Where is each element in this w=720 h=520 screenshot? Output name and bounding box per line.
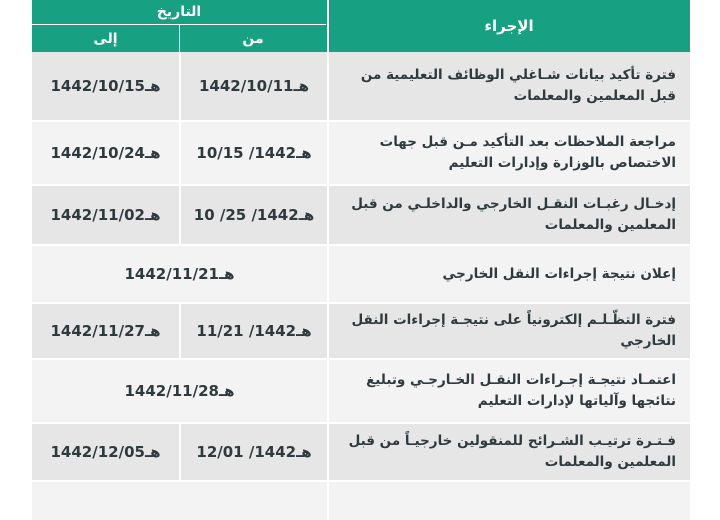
column-divider: [179, 52, 181, 120]
table-row: [32, 304, 690, 358]
table-row: [32, 52, 690, 120]
column-divider: [327, 186, 329, 244]
row-procedure: مراجعة الملاحظات بعد التأكيد مـن قبل جهات الاختصاص بالوزارة وإدارات التعليم: [379, 134, 676, 171]
table-row: [32, 122, 690, 184]
table-header: [32, 0, 690, 52]
column-divider: [327, 482, 329, 520]
row-from-date: 1442/10/11هـ: [199, 77, 309, 95]
row-to-date: 1442/11/27هـ: [50, 322, 161, 340]
table-row: [32, 360, 690, 422]
row-single-date: 1442/11/28هـ: [124, 382, 235, 400]
column-divider: [327, 246, 329, 302]
column-divider: [179, 424, 181, 480]
row-procedure: اعتمـاد نتيجـة إجـراءات النقـل الخـارجـي وتبليغ نتائجها وآلياتها لإدارات التعليم: [366, 372, 676, 409]
column-divider: [327, 360, 329, 422]
row-to-date: 1442/12/05هـ: [50, 443, 161, 461]
row-to-date: 1442/10/24هـ: [50, 144, 161, 162]
table-row: [32, 424, 690, 480]
column-divider: [327, 304, 329, 358]
header-from: من: [242, 30, 264, 47]
column-divider: [327, 122, 329, 184]
header-date: التاريخ: [32, 0, 326, 25]
column-divider: [327, 52, 329, 120]
header-procedure: الإجراء: [484, 17, 534, 35]
row-to-date: 1442/10/15هـ: [50, 77, 161, 95]
row-single-date: 1442/11/21هـ: [124, 265, 235, 283]
row-procedure: إعلان نتيجة إجراءات النقل الخارجي: [442, 265, 676, 282]
row-procedure: فترة تأكيد بيانات شـاغلي الوظائف التعليمية من قبل المعلمين والمعلمات: [360, 67, 676, 104]
row-from-date: 12/01 /1442هـ: [196, 443, 312, 461]
header-to: إلى: [32, 25, 180, 52]
header-divider: [327, 0, 329, 52]
column-divider: [179, 122, 181, 184]
row-to-date: 1442/11/02هـ: [50, 206, 161, 224]
table-row: [32, 186, 690, 244]
row-procedure: فـتـرة ترتيـب الشـرائح للمنقولين خارجيـاً من قبل المعلمين والمعلمات: [348, 433, 676, 470]
schedule-table: [32, 0, 690, 520]
row-procedure: إدخـال رغبـات النقـل الخارجي والداخلـي من قبل المعلمين والمعلمات: [351, 196, 676, 233]
row-procedure: فترة التظّـلـم إلكترونياً على نتيجـة إجراءات النقل الخارجي: [351, 312, 676, 349]
table-row: [32, 246, 690, 302]
column-divider: [179, 304, 181, 358]
row-from-date: 11/21 /1442هـ: [196, 322, 312, 340]
table-row: [32, 482, 690, 520]
column-divider: [327, 424, 329, 480]
row-from-date: 10/15 /1442هـ: [196, 144, 312, 162]
column-divider: [179, 186, 181, 244]
row-from-date: 10 /25 /1442هـ: [193, 206, 315, 224]
